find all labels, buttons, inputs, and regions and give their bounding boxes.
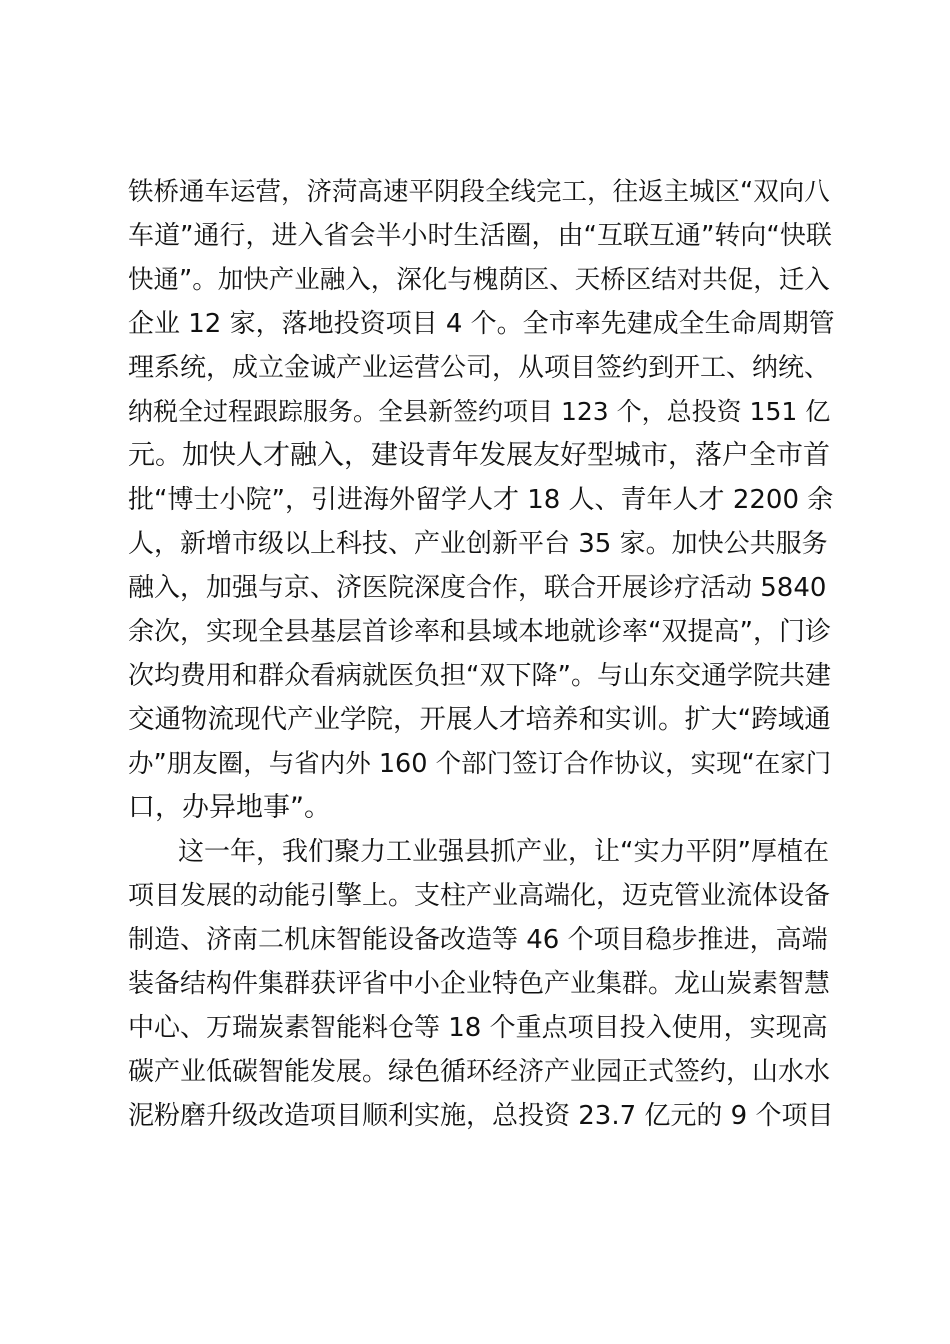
text-line: 制造、济南二机床智能设备改造等 46 个项目稳步推进，高端 xyxy=(128,925,828,955)
text-line: 碳产业低碳智能发展。绿色循环经济产业园正式签约，山水水 xyxy=(128,1057,831,1087)
text-line: 批“博士小院”，引进海外留学人才 18 人、青年人才 2200 余 xyxy=(128,485,834,515)
text-line: 元。加快人才融入，建设青年发展友好型城市，落户全市首 xyxy=(128,440,830,471)
text-line: 次均费用和群众看病就医负担“双下降”。与山东交通学院共建 xyxy=(128,661,831,691)
text-line: 快通”。加快产业融入，深化与槐荫区、天桥区结对共促，迁入 xyxy=(128,265,830,295)
text-line: 项目发展的动能引擎上。支柱产业高端化，迈克管业流体设备 xyxy=(128,881,831,911)
text-line: 办”朋友圈，与省内外 160 个部门签订合作协议，实现“在家门 xyxy=(128,749,832,779)
text-line: 口，办异地事”。 xyxy=(128,792,331,823)
text-line: 企业 12 家，落地投资项目 4 个。全市率先建成全生命周期管 xyxy=(128,309,835,339)
text-line: 车道”通行，进入省会半小时生活圈，由“互联互通”转向“快联 xyxy=(128,221,832,251)
text-line: 纳税全过程跟踪服务。全县新签约项目 123 个，总投资 151 亿 xyxy=(128,397,831,426)
text-line: 余次，实现全县基层首诊率和县域本地就诊率“双提高”，门诊 xyxy=(128,617,831,647)
text-line: 中心、万瑞炭素智能料仓等 18 个重点项目投入使用，实现高 xyxy=(128,1013,828,1043)
text-line: 融入，加强与京、济医院深度合作，联合开展诊疗活动 5840 xyxy=(128,573,827,603)
text-line: 人，新增市级以上科技、产业创新平台 35 家。加快公共服务 xyxy=(128,529,828,559)
text-line: 交通物流现代产业学院，开展人才培养和实训。扩大“跨域通 xyxy=(128,704,831,735)
text-line: 泥粉磨升级改造项目顺利实施，总投资 23.7 亿元的 9 个项目 xyxy=(128,1101,834,1131)
text-line: 铁桥通车运营，济菏高速平阴段全线完工，往返主城区“双向八 xyxy=(128,177,830,207)
text-line: 理系统，成立金诚产业运营公司，从项目签约到开工、纳统、 xyxy=(128,353,831,383)
text-line: 装备结构件集群获评省中小企业特色产业集群。龙山炭素智慧 xyxy=(128,969,831,999)
paragraph-first-line: 这一年，我们聚力工业强县抓产业，让“实力平阴”厚植在 xyxy=(178,837,829,867)
